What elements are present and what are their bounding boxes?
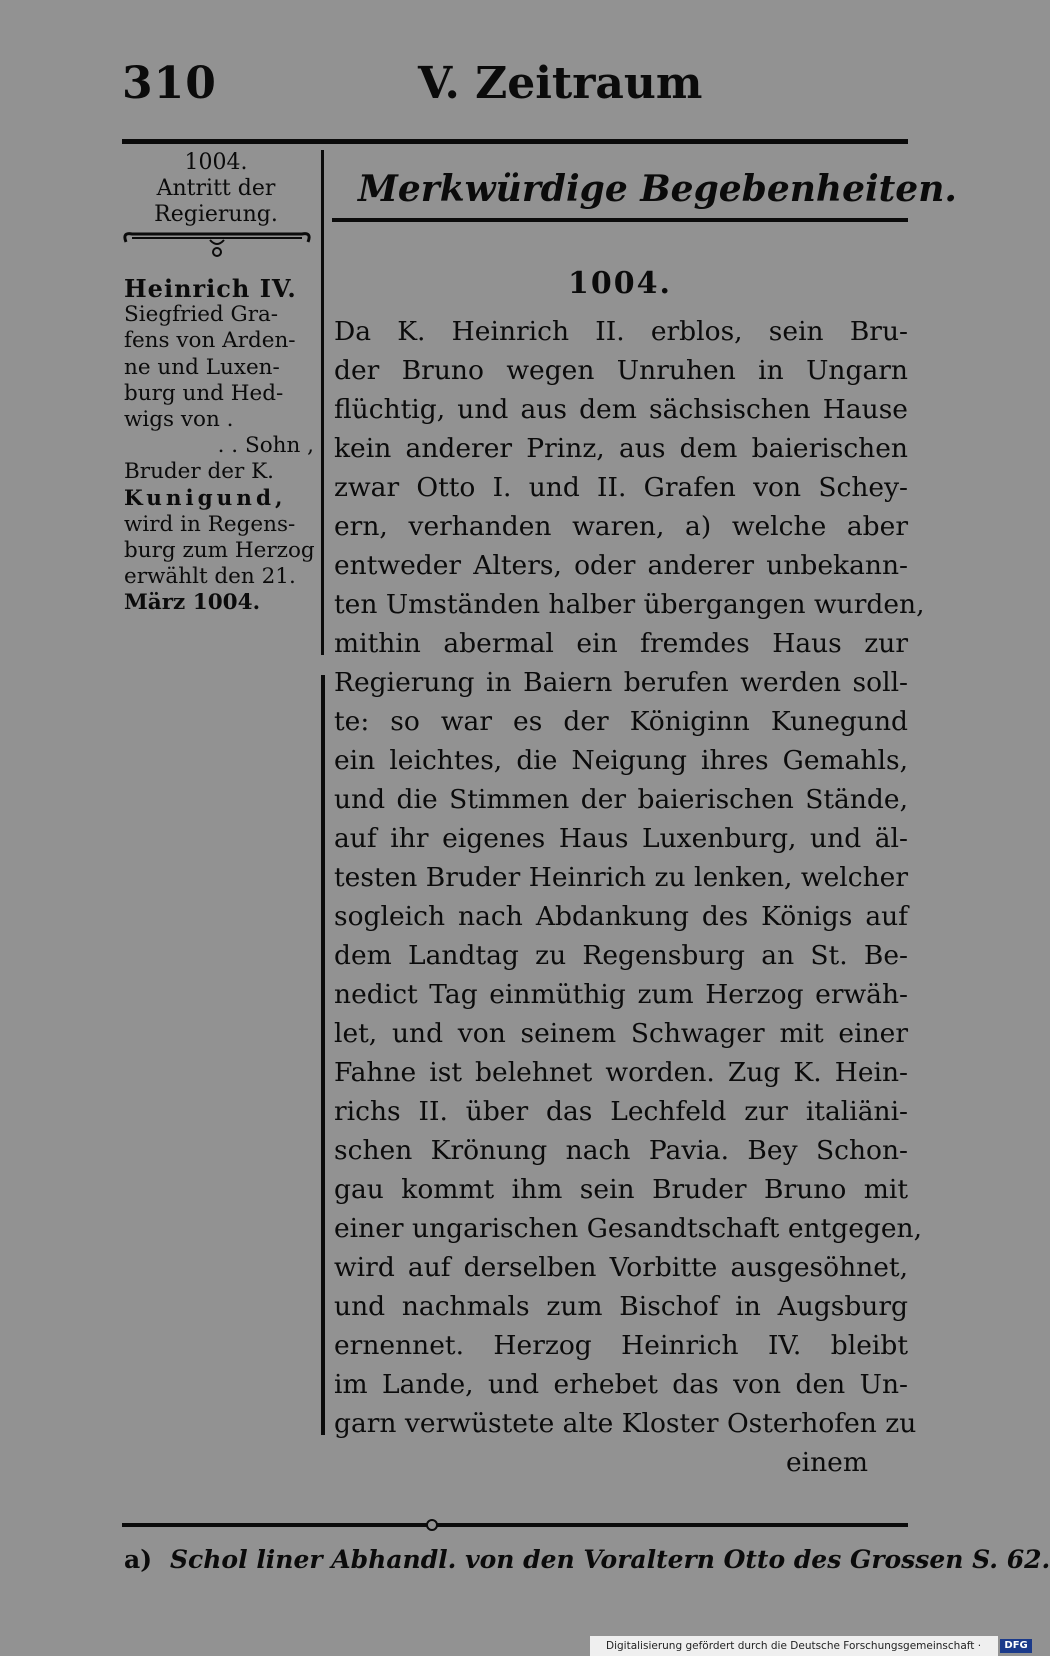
text-line: im Lande, und erhebet das von den Un- — [334, 1369, 908, 1400]
footnote — [124, 1545, 1050, 1574]
text-line: ein leichtes, die Neigung ihres Gemahls, — [334, 745, 908, 776]
text-line: kein anderer Prinz, aus dem baierischen — [334, 433, 908, 464]
text-line: und nachmals zum Bischof in Augsburg — [334, 1291, 908, 1322]
text-line: dem Landtag zu Regensburg an St. Be- — [334, 940, 908, 971]
text-line: nedict Tag einmüthig zum Herzog erwäh- — [334, 979, 908, 1010]
text-line: mithin abermal ein fremdes Haus zur — [334, 628, 908, 659]
text-line: Da K. Heinrich II. erblos, sein Bru- — [334, 316, 908, 347]
text-line: ern, verhanden waren, a) welche aber — [334, 511, 908, 542]
text-line: flüchtig, und aus dem sächsischen Hause — [334, 394, 908, 425]
margin-note-line: fens von Arden- — [124, 328, 296, 354]
text-line: testen Bruder Heinrich zu lenken, welcher — [334, 862, 908, 893]
text-line: und die Stimmen der baierischen Stände, — [334, 784, 908, 815]
text-line: wird auf derselben Vorbitte ausgesöhnet, — [334, 1252, 908, 1283]
margin-note-line: Bruder der K. — [124, 459, 275, 485]
text-line: ernennet. Herzog Heinrich IV. bleibt — [334, 1330, 908, 1361]
rule-ornament-icon — [425, 1514, 439, 1536]
body-text — [334, 312, 925, 1482]
page-number: 310 — [122, 58, 217, 109]
main-heading: Merkwürdige Begebenheiten. — [358, 168, 957, 210]
heading-rule — [332, 218, 908, 222]
margin-note-line: . . Sohn , — [217, 433, 314, 459]
text-line: entweder Alters, oder anderer unbekann- — [334, 550, 908, 581]
text-line: ten Umständen halber übergangen wurden, — [334, 589, 925, 620]
margin-note-line: erwählt den 21. — [124, 564, 296, 590]
scroll-ornament-icon — [120, 228, 314, 264]
margin-title-line: Regierung. — [154, 202, 278, 227]
text-line: einer ungarischen Gesandtschaft entgegen, — [334, 1213, 923, 1244]
margin-note-line: burg zum Herzog — [124, 538, 315, 564]
text-line: Fahne ist belehnet worden. Zug K. Hein- — [334, 1057, 908, 1088]
margin-note-line: Heinrich IV. — [124, 274, 297, 303]
text-line: garn verwüstete alte Kloster Osterhofen zu — [334, 1408, 917, 1439]
footnote-text: Schol liner Abhandl. von den Voraltern Otto des Grossen S. 62. — [169, 1545, 1050, 1574]
margin-note-line: Kunigund, — [124, 485, 287, 511]
dfg-logo: DFG — [1000, 1639, 1031, 1653]
margin-note-line: ne und Luxen- — [124, 354, 280, 380]
text-line: schen Krönung nach Pavia. Bey Schon- — [334, 1135, 908, 1166]
column-divider — [321, 675, 325, 1435]
text-line: zwar Otto I. und II. Grafen von Schey- — [334, 472, 908, 503]
text-line: auf ihr eigenes Haus Luxenburg, und äl- — [334, 823, 908, 854]
margin-note-line: wigs von . — [124, 407, 234, 433]
year-heading: 1004. — [568, 266, 672, 301]
margin-note — [124, 276, 314, 617]
margin-year: 1004. — [184, 150, 248, 175]
column-divider — [321, 150, 324, 655]
text-line: te: so war es der Königinn Kunegund — [334, 706, 908, 737]
text-line: der Bruno wegen Unruhen in Ungarn — [334, 355, 908, 386]
margin-note-line: burg und Hed- — [124, 380, 284, 406]
margin-note-line: wird in Regens- — [124, 511, 296, 537]
catchword: einem — [785, 1447, 868, 1478]
digitization-credit — [590, 1636, 1028, 1656]
footnote-marker: a) — [124, 1545, 153, 1574]
top-rule — [122, 139, 908, 144]
text-line: richs II. über das Lechfeld zur italiäni- — [334, 1096, 908, 1127]
text-line: sogleich nach Abdankung des Königs auf — [334, 901, 908, 932]
margin-note-line: Siegfried Gra- — [124, 302, 279, 328]
text-line: gau kommt ihm sein Bruder Bruno mit — [334, 1174, 908, 1205]
running-head: V. Zeitraum — [418, 58, 703, 109]
digitization-text: Digitalisierung gefördert durch die Deutsche Forschungsgemeinschaft · — [606, 1640, 982, 1652]
footnote-rule — [122, 1523, 908, 1527]
margin-title-line: Antritt der — [156, 176, 276, 201]
margin-note-line: März 1004. — [124, 590, 261, 616]
text-line: let, und von seinem Schwager mit einer — [334, 1018, 908, 1049]
margin-head — [124, 150, 308, 228]
text-line: Regierung in Baiern berufen werden soll- — [334, 667, 908, 698]
